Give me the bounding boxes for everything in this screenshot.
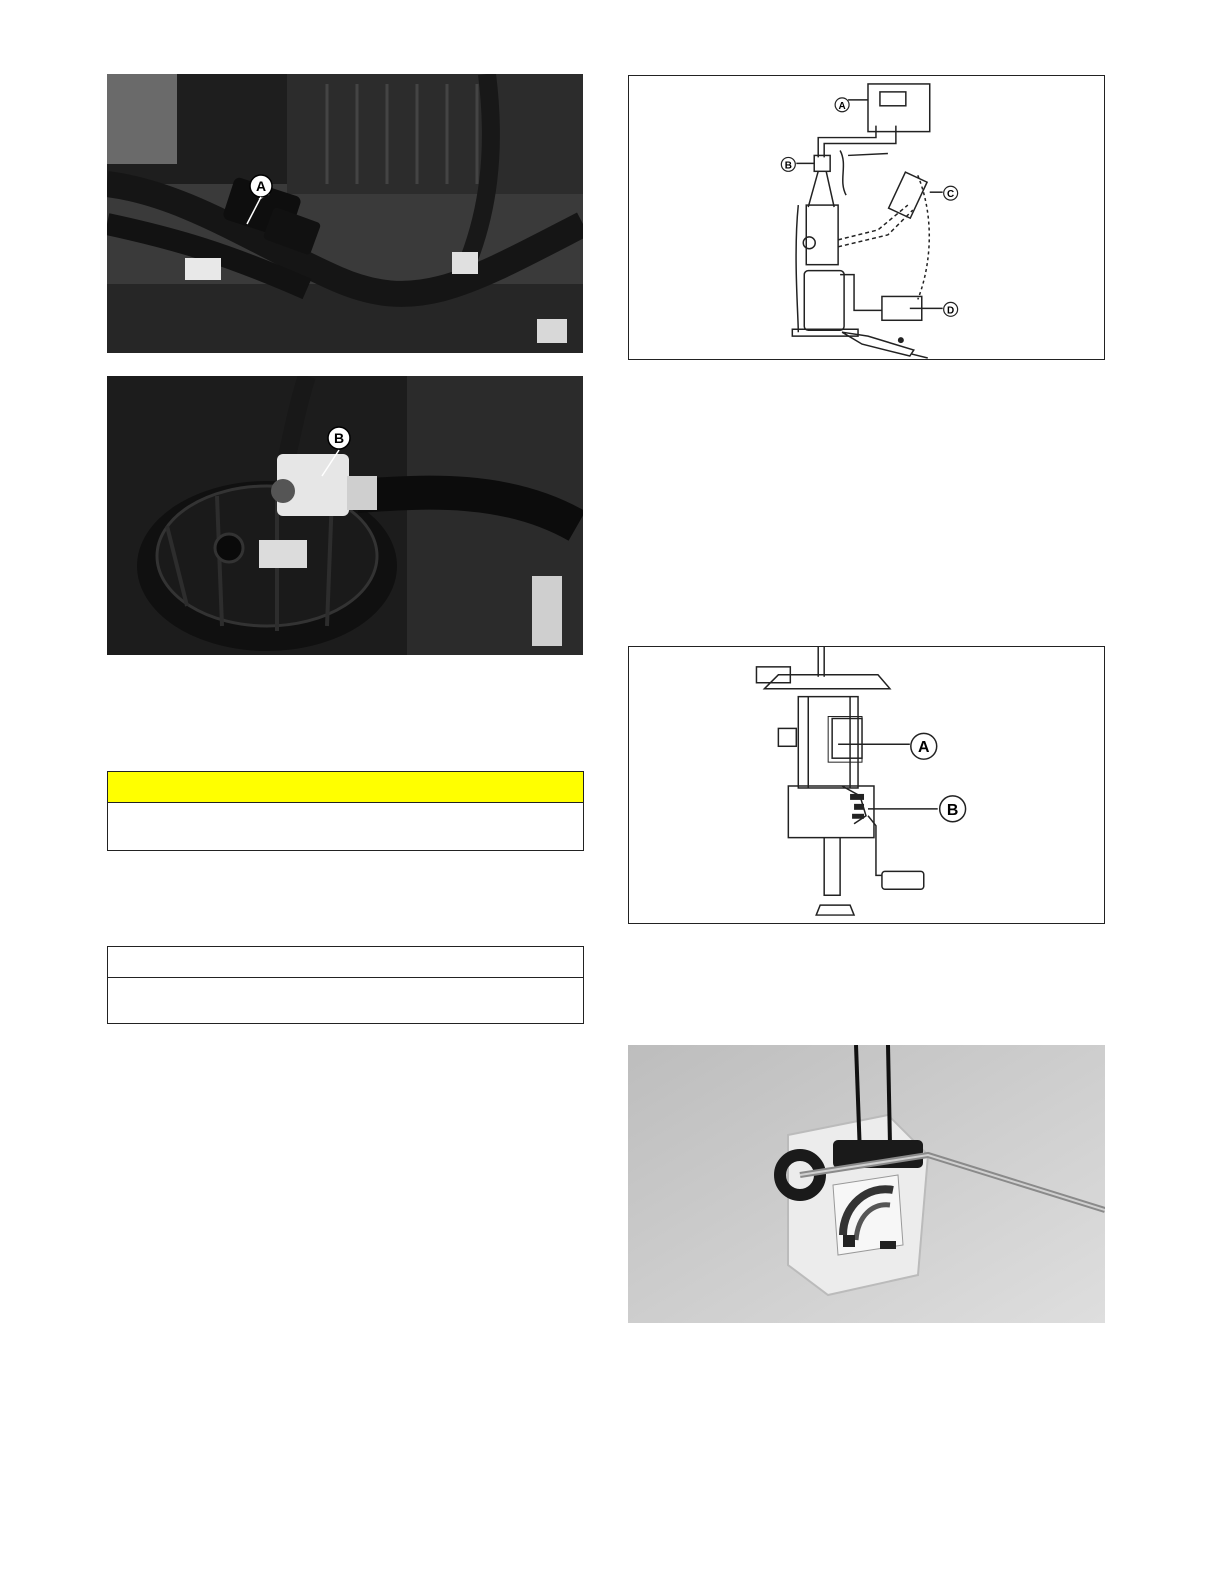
figure-4-fuel-pump-assembly-diagram [628, 646, 1105, 924]
figure-3-fuel-level-sensor-test-diagram [628, 75, 1105, 360]
figure-2-fuel-pump-connector-photo [107, 376, 583, 655]
warning-box-header [108, 772, 583, 803]
figure-3-callout-c: C [947, 189, 955, 201]
figure-4-callout-a: A [918, 739, 930, 757]
figure-2-callout-b: B [333, 430, 345, 446]
figure-1-callout-a: A [255, 178, 267, 194]
figure-3-callout-b: B [784, 160, 792, 172]
figure-5-fuel-level-sensor-photo [628, 1045, 1105, 1323]
note-box [107, 946, 584, 1024]
figure-3-callout-a: A [838, 100, 846, 112]
figure-3-callout-d: D [947, 305, 955, 317]
figure-4-callout-b: B [946, 801, 959, 819]
warning-box [107, 771, 584, 851]
figure-1-harness-connector-photo [107, 74, 583, 353]
note-box-header [108, 947, 583, 978]
